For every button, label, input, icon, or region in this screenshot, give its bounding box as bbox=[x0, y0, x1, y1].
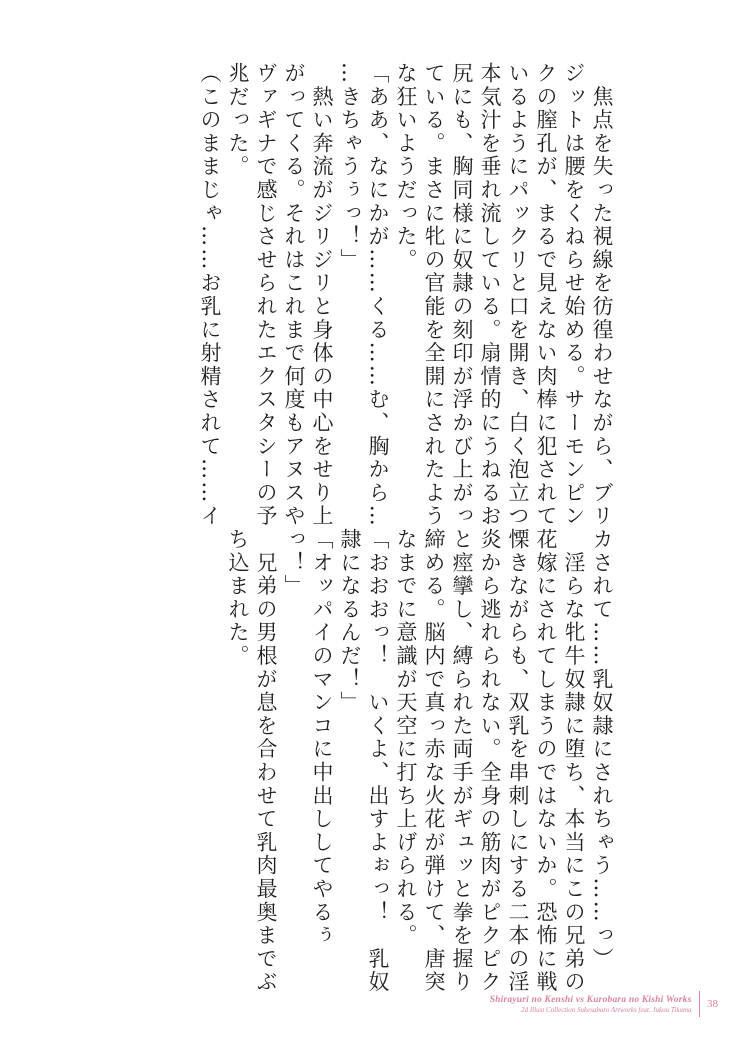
footer-subtitle: 2d Illust Collection Sukesaburo Artworks feat. Jukou Tikuma bbox=[521, 1005, 692, 1014]
text-column: 締める。脳内で真っ赤な火花が弾けて、唐突 bbox=[422, 528, 446, 994]
text-column: 「オッパイのマンコに中出ししてやるぅ bbox=[310, 528, 334, 948]
footer-divider bbox=[699, 991, 701, 1017]
page-footer bbox=[490, 991, 718, 1017]
text-column: ている。まさに牝の官能を全開にされたよう bbox=[422, 62, 446, 528]
text-column: がってくる。それはこれまで何度もアヌスや bbox=[282, 62, 306, 528]
text-column: な狂いようだった。 bbox=[394, 62, 418, 272]
text-block-lower bbox=[224, 528, 616, 994]
text-column: クの膣孔が、まるで見えない肉棒に犯されて bbox=[534, 62, 558, 528]
text-column: 「おおおっ！ いくよ、出すよぉっ！ 乳奴 bbox=[366, 528, 390, 994]
text-column: 「ああ、なにかが……くる……む、胸から… bbox=[366, 62, 390, 528]
text-column: 熱い奔流がジリジリと身体の中心をせり上 bbox=[310, 62, 334, 528]
text-column: 兆だった。 bbox=[226, 62, 250, 179]
text-column: …きちゃうぅっ！」 bbox=[338, 62, 362, 272]
text-column: なまでに意識が天空に打ち上げられる。 bbox=[394, 528, 418, 948]
text-column: 尻にも、胸同様に奴隷の刻印が浮かび上がっ bbox=[450, 62, 474, 528]
text-column: と痙攣し、縛られた両手がギュッと拳を握り bbox=[450, 528, 474, 994]
text-column: 炎から逃れられない。全身の筋肉がピクピク bbox=[478, 528, 502, 994]
text-column: ジットは腰をくねらせ始める。サーモンピン bbox=[562, 62, 586, 528]
text-column: ち込まれた。 bbox=[226, 528, 250, 668]
text-column: いるようにパックリと口を開き、白く泡立つ bbox=[506, 62, 530, 528]
text-column: 焦点を失った視線を彷徨わせながら、ブリ bbox=[590, 62, 614, 528]
text-column: 淫らな牝牛奴隷に堕ち、本当にこの兄弟の bbox=[562, 528, 586, 994]
text-column: 兄弟の男根が息を合わせて乳肉最奥までぶ bbox=[254, 528, 278, 994]
text-column: カされて……乳奴隷にされちゃう……っ） bbox=[590, 528, 614, 971]
text-block-upper bbox=[196, 62, 616, 528]
footer-title: Shirayuri no Kenshi vs Kurobara no Kishi Works bbox=[489, 994, 692, 1005]
text-column: 本気汁を垂れ流している。扇情的にうねるお bbox=[478, 62, 502, 528]
text-column: っ！」 bbox=[282, 528, 306, 598]
text-column: 慄きながらも、双乳を串刺しにする二本の淫 bbox=[506, 528, 530, 994]
text-column: 花嫁にされてしまうのではないか。恐怖に戦 bbox=[534, 528, 558, 994]
text-column: （このままじゃ……お乳に射精されて……イ bbox=[198, 62, 222, 528]
page-number: 38 bbox=[707, 998, 718, 1010]
footer-text bbox=[490, 995, 692, 1014]
text-column: ヴァギナで感じさせられたエクスタシーの予 bbox=[254, 62, 278, 528]
text-column: 隷になるんだ！」 bbox=[338, 528, 362, 715]
